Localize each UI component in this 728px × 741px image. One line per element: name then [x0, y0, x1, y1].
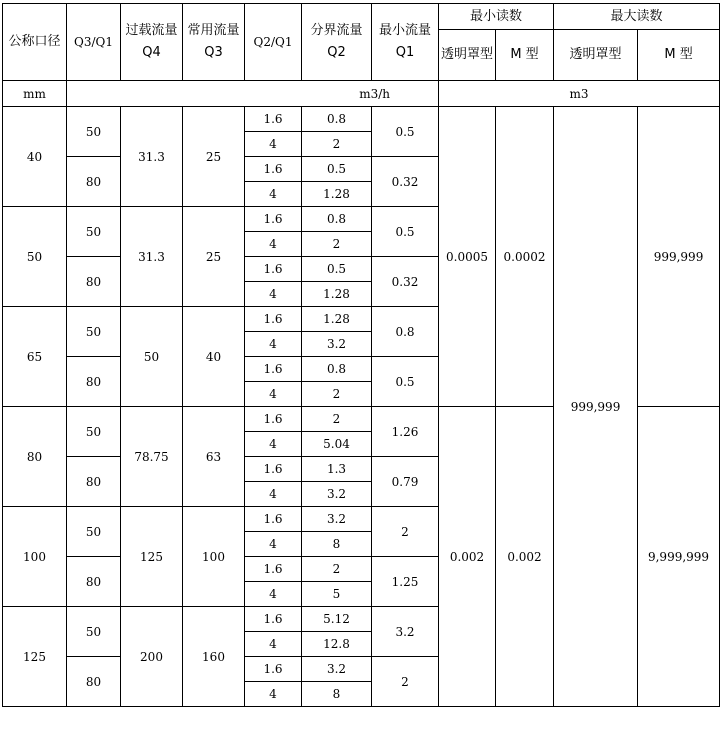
permanent-flow-cell: 25 [183, 207, 245, 307]
transitional-flow-cell: 3.2 [302, 657, 372, 682]
caliber-cell: 80 [3, 407, 67, 507]
header-minimum-flow-text: 最小流量Q1 [378, 23, 431, 60]
unit-caliber-text: mm [23, 86, 46, 101]
minimum-flow-cell: 0.5 [372, 107, 439, 157]
transitional-flow-cell: 0.8 [302, 107, 372, 132]
permanent-flow-cell: 63 [183, 407, 245, 507]
header-overload-flow [121, 4, 183, 81]
overload-flow-cell: 50 [121, 307, 183, 407]
permanent-flow-cell: 100 [183, 507, 245, 607]
max-m-cell: 999,999 [638, 107, 720, 407]
q2q1-cell: 1.6 [245, 257, 302, 282]
header-max-reading-text: 最大读数 [610, 8, 663, 24]
caliber-cell: 40 [3, 107, 67, 207]
q3q1-cell: 50 [67, 407, 121, 457]
q2q1-cell: 4 [245, 482, 302, 507]
transitional-flow-cell: 0.8 [302, 207, 372, 232]
header-max-m-type [638, 30, 720, 81]
header-q2q1-text: Q2/Q1 [253, 35, 293, 49]
transitional-flow-cell: 0.8 [302, 357, 372, 382]
q3q1-cell: 50 [67, 307, 121, 357]
header-max-transparent-text: 透明罩型 [569, 47, 622, 62]
overload-flow-cell: 31.3 [121, 107, 183, 207]
q3q1-cell: 80 [67, 357, 121, 407]
flow-spec-table [2, 3, 720, 707]
transitional-flow-cell: 12.8 [302, 632, 372, 657]
header-q3q1 [67, 4, 121, 81]
q2q1-cell: 4 [245, 332, 302, 357]
min-transparent-cell: 0.0005 [439, 107, 496, 407]
max-m-cell: 9,999,999 [638, 407, 720, 707]
unit-flow [67, 81, 439, 107]
unit-flow-text: m3/h [359, 86, 390, 101]
header-min-m-type-text: M 型 [510, 47, 539, 62]
transitional-flow-cell: 2 [302, 132, 372, 157]
transitional-flow-cell: 1.28 [302, 282, 372, 307]
caliber-cell: 65 [3, 307, 67, 407]
q2q1-cell: 4 [245, 532, 302, 557]
minimum-flow-cell: 1.26 [372, 407, 439, 457]
overload-flow-cell: 125 [121, 507, 183, 607]
minimum-flow-cell: 0.79 [372, 457, 439, 507]
q3q1-cell: 50 [67, 607, 121, 657]
header-q2q1 [245, 4, 302, 81]
minimum-flow-cell: 2 [372, 657, 439, 707]
transitional-flow-cell: 0.5 [302, 157, 372, 182]
q2q1-cell: 1.6 [245, 457, 302, 482]
header-overload-flow-text: 过载流量Q4 [125, 23, 178, 60]
transitional-flow-cell: 1.28 [302, 182, 372, 207]
header-min-reading-text: 最小读数 [470, 8, 523, 24]
min-transparent-cell: 0.002 [439, 407, 496, 707]
q2q1-cell: 1.6 [245, 157, 302, 182]
header-min-reading [439, 4, 554, 30]
header-max-m-type-text: M 型 [664, 47, 693, 62]
header-min-transparent [439, 30, 496, 81]
transitional-flow-cell: 1.3 [302, 457, 372, 482]
transitional-flow-cell: 2 [302, 232, 372, 257]
q2q1-cell: 4 [245, 582, 302, 607]
q2q1-cell: 4 [245, 232, 302, 257]
caliber-cell: 125 [3, 607, 67, 707]
table-body [3, 107, 720, 707]
header-transitional-flow-text: 分界流量Q2 [310, 23, 363, 60]
q2q1-cell: 1.6 [245, 407, 302, 432]
caliber-cell: 50 [3, 207, 67, 307]
header-max-reading [554, 4, 720, 30]
q2q1-cell: 4 [245, 132, 302, 157]
q3q1-cell: 80 [67, 657, 121, 707]
permanent-flow-cell: 160 [183, 607, 245, 707]
transitional-flow-cell: 2 [302, 382, 372, 407]
minimum-flow-cell: 2 [372, 507, 439, 557]
q2q1-cell: 4 [245, 432, 302, 457]
q2q1-cell: 1.6 [245, 657, 302, 682]
q3q1-cell: 80 [67, 557, 121, 607]
max-transparent-cell: 999,999 [554, 107, 638, 707]
overload-flow-cell: 78.75 [121, 407, 183, 507]
min-m-cell: 0.0002 [496, 107, 554, 407]
header-caliber-text: 公称口径 [8, 34, 61, 49]
header-permanent-flow-text: 常用流量Q3 [187, 23, 240, 60]
overload-flow-cell: 31.3 [121, 207, 183, 307]
minimum-flow-cell: 0.5 [372, 357, 439, 407]
header-max-transparent [554, 30, 638, 81]
header-minimum-flow [372, 4, 439, 81]
q2q1-cell: 1.6 [245, 507, 302, 532]
q2q1-cell: 4 [245, 282, 302, 307]
transitional-flow-cell: 8 [302, 682, 372, 707]
minimum-flow-cell: 3.2 [372, 607, 439, 657]
transitional-flow-cell: 0.5 [302, 257, 372, 282]
q2q1-cell: 1.6 [245, 357, 302, 382]
overload-flow-cell: 200 [121, 607, 183, 707]
transitional-flow-cell: 2 [302, 407, 372, 432]
transitional-flow-cell: 5 [302, 582, 372, 607]
transitional-flow-cell: 1.28 [302, 307, 372, 332]
table-row [3, 107, 720, 132]
caliber-cell: 100 [3, 507, 67, 607]
minimum-flow-cell: 1.25 [372, 557, 439, 607]
minimum-flow-cell: 0.32 [372, 157, 439, 207]
unit-caliber [3, 81, 67, 107]
q3q1-cell: 80 [67, 257, 121, 307]
min-m-cell: 0.002 [496, 407, 554, 707]
transitional-flow-cell: 3.2 [302, 332, 372, 357]
transitional-flow-cell: 3.2 [302, 482, 372, 507]
q3q1-cell: 80 [67, 157, 121, 207]
minimum-flow-cell: 0.5 [372, 207, 439, 257]
q2q1-cell: 1.6 [245, 557, 302, 582]
q2q1-cell: 4 [245, 182, 302, 207]
q3q1-cell: 50 [67, 107, 121, 157]
permanent-flow-cell: 25 [183, 107, 245, 207]
unit-reading [439, 81, 720, 107]
q2q1-cell: 1.6 [245, 207, 302, 232]
transitional-flow-cell: 5.12 [302, 607, 372, 632]
q2q1-cell: 4 [245, 632, 302, 657]
transitional-flow-cell: 3.2 [302, 507, 372, 532]
header-caliber [3, 4, 67, 81]
transitional-flow-cell: 2 [302, 557, 372, 582]
header-min-m-type [496, 30, 554, 81]
unit-reading-text: m3 [569, 86, 589, 101]
transitional-flow-cell: 5.04 [302, 432, 372, 457]
q2q1-cell: 1.6 [245, 607, 302, 632]
q2q1-cell: 1.6 [245, 307, 302, 332]
q2q1-cell: 4 [245, 382, 302, 407]
header-q3q1-text: Q3/Q1 [74, 35, 113, 49]
transitional-flow-cell: 8 [302, 532, 372, 557]
minimum-flow-cell: 0.32 [372, 257, 439, 307]
q3q1-cell: 80 [67, 457, 121, 507]
permanent-flow-cell: 40 [183, 307, 245, 407]
minimum-flow-cell: 0.8 [372, 307, 439, 357]
q2q1-cell: 1.6 [245, 107, 302, 132]
header-permanent-flow [183, 4, 245, 81]
q3q1-cell: 50 [67, 207, 121, 257]
q3q1-cell: 50 [67, 507, 121, 557]
q2q1-cell: 4 [245, 682, 302, 707]
header-transitional-flow [302, 4, 372, 81]
header-min-transparent-text: 透明罩型 [440, 47, 493, 62]
